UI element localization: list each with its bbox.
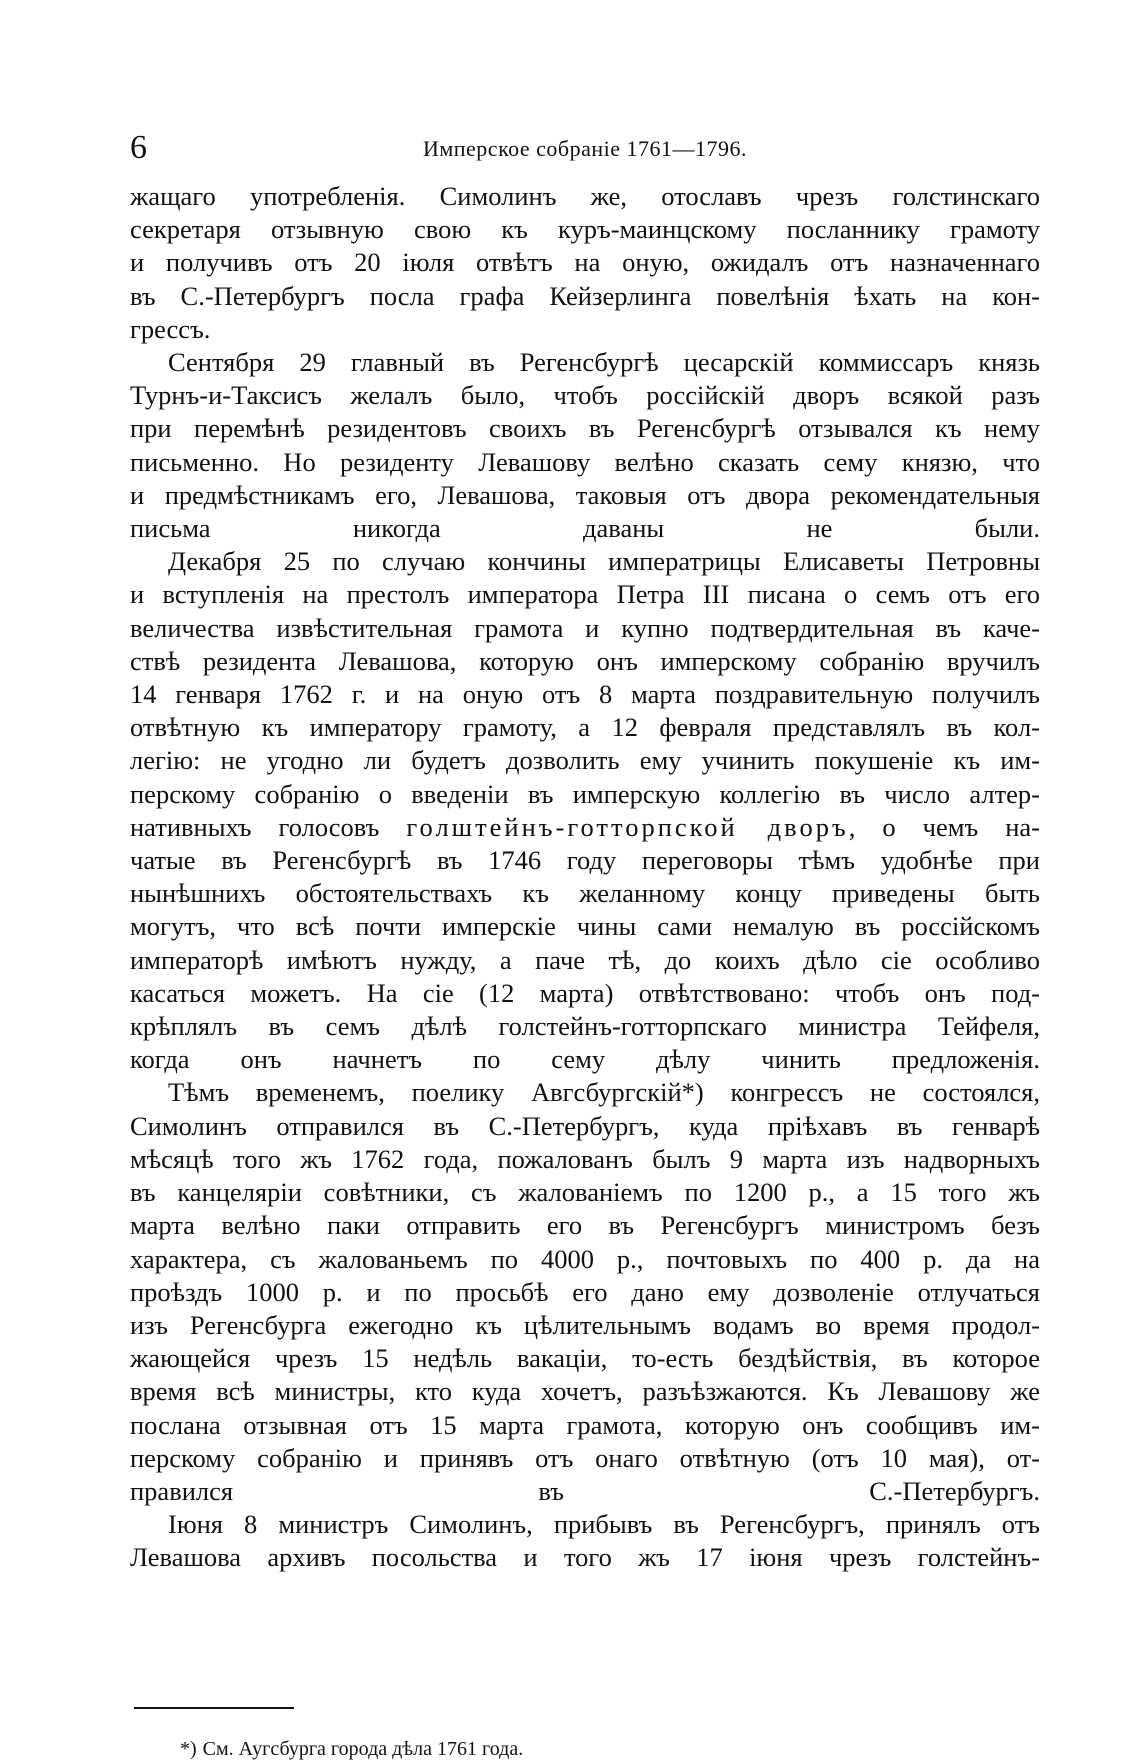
text-line: марта велѣно паки отправить его въ Регенсбургъ министромъ безъ xyxy=(130,1210,1040,1241)
footnote-divider xyxy=(134,1707,294,1709)
text-line: ствѣ резидента Левашова, которую онъ имперскому собранію вручилъ xyxy=(130,645,1040,676)
text-line: въ С.-Петербургъ посла графа Кейзерлинга повелѣнія ѣхать на кон- xyxy=(130,280,1040,311)
text-line: касаться можетъ. На сіе (12 марта) отвѣтствовано: чтобъ онъ под- xyxy=(130,977,1040,1008)
text-line: и получивъ отъ 20 іюля отвѣтъ на оную, ожидалъ отъ назначеннаго xyxy=(130,247,1040,278)
spaced-emphasis: голштейнъ-готторпской дворъ xyxy=(406,811,849,842)
text-line: Іюня 8 министръ Симолинъ, прибывъ въ Регенсбургъ, принялъ отъ xyxy=(168,1509,1040,1540)
text-line: когда онъ начнетъ по сему дѣлу чинить предложенія. xyxy=(130,1044,1040,1075)
text-line: Тѣмъ временемъ, поелику Авгсбургскій*) конгрессъ не состоялся, xyxy=(168,1077,1040,1108)
text-line: Левашова архивъ посольства и того жъ 17 іюня чрезъ голстейнъ- xyxy=(130,1542,1040,1573)
text-line: жающейся чрезъ 15 недѣль вакаціи, то-есть бездѣйствія, въ которое xyxy=(130,1343,1040,1374)
paragraph-5 xyxy=(130,1508,1040,1574)
text-line: легію: не угодно ли будетъ дозволить ему учинить покушеніе къ им- xyxy=(130,745,1040,776)
text-line: императорѣ имѣютъ нужду, а паче тѣ, до коихъ дѣло сіе особливо xyxy=(130,944,1040,975)
text-line xyxy=(130,811,1040,844)
text-line: крѣплялъ въ семъ дѣлѣ голстейнъ-готторпскаго министра Тейфеля, xyxy=(130,1011,1040,1042)
text-line: письма никогда даваны не были. xyxy=(130,513,1040,544)
text-line: въ канцеляріи совѣтники, съ жалованіемъ по 1200 р., а 15 того жъ xyxy=(130,1177,1040,1208)
text-line: отвѣтную къ императору грамоту, а 12 февраля представлялъ въ кол- xyxy=(130,712,1040,743)
text-line: мѣсяцѣ того жъ 1762 года, пожалованъ былъ 9 марта изъ надворныхъ xyxy=(130,1143,1040,1174)
text-line: проѣздъ 1000 р. и по просьбѣ его дано ему дозволеніе отлучаться xyxy=(130,1276,1040,1307)
page-number: 6 xyxy=(130,129,147,166)
text-line: секретаря отзывную свою къ куръ-маинцскому посланнику грамоту xyxy=(130,214,1040,245)
text-line: и вступленія на престолъ императора Петра III писана о семъ отъ его xyxy=(130,579,1040,610)
text-line: письменно. Но резиденту Левашову велѣно сказать сему князю, что xyxy=(130,446,1040,477)
text-line: характера, съ жалованьемъ по 4000 р., почтовыхъ по 400 р. да на xyxy=(130,1243,1040,1274)
footnote-mark: *) xyxy=(180,1738,197,1760)
paragraph-4 xyxy=(130,1076,1040,1508)
text-line: послана отзывная отъ 15 марта грамота, которую онъ сообщивъ им- xyxy=(130,1409,1040,1440)
paragraph-1 xyxy=(130,180,1040,346)
text-line: Декабря 25 по случаю кончины императрицы Елисаветы Петровны xyxy=(168,546,1040,577)
text-line: время всѣ министры, кто куда хочетъ, разъѣзжаются. Къ Левашову же xyxy=(130,1376,1040,1407)
text-line: Симолинъ отправился въ С.-Петербургъ, куда пріѣхавъ въ генварѣ xyxy=(130,1110,1040,1141)
text-line: Турнъ-и-Таксисъ желалъ было, чтобъ россійскій дворъ всякой разъ xyxy=(130,380,1040,411)
paragraph-3 xyxy=(130,545,1040,1076)
text-line: жащаго употребленія. Симолинъ же, отославъ чрезъ голстинскаго xyxy=(130,181,1040,211)
text-line: перскому собранію о введеніи въ имперскую коллегію въ число алтер- xyxy=(130,778,1040,809)
text-line: могутъ, что всѣ почти имперскіе чины сами немалую въ россійскомъ xyxy=(130,911,1040,942)
text-line: Сентября 29 главный въ Регенсбургѣ цесарскій коммиссаръ князь xyxy=(168,347,1040,378)
text-line: чатые въ Регенсбургѣ въ 1746 году переговоры тѣмъ удобнѣе при xyxy=(130,845,1040,876)
text-line: грессъ. xyxy=(130,313,211,344)
line-segment: , о чемъ на- xyxy=(848,811,1040,842)
page-header xyxy=(130,128,1040,168)
text-line: изъ Регенсбурга ежегодно къ цѣлительнымъ водамъ во время продол- xyxy=(130,1309,1040,1340)
text-line: перскому собранію и принявъ отъ онаго отвѣтную (отъ 10 мая), от- xyxy=(130,1442,1040,1473)
paragraph-2 xyxy=(130,346,1040,545)
text-line: и предмѣстникамъ его, Левашова, таковыя отъ двора рекомендательныя xyxy=(130,479,1040,510)
text-line: величества извѣстительная грамота и купно подтвердительная въ каче- xyxy=(130,612,1040,643)
text-line: нынѣшнихъ обстоятельствахъ къ желанному концу приведены быть xyxy=(130,878,1040,909)
text-line: при перемѣнѣ резидентовъ своихъ въ Регенсбургѣ отзывался къ нему xyxy=(130,413,1040,444)
running-title: Имперское собраніе 1761—1796. xyxy=(422,136,748,161)
footnote xyxy=(180,1737,940,1761)
text-line: правился въ С.-Петербургъ. xyxy=(130,1475,1040,1506)
main-text xyxy=(130,180,1040,1575)
line-segment: нативныхъ голосовъ xyxy=(130,811,407,842)
footnote-text: См. Аугсбурга города дѣла 1761 года. xyxy=(202,1738,524,1760)
text-line: 14 генваря 1762 г. и на оную отъ 8 марта поздравительную получилъ xyxy=(130,679,1040,710)
